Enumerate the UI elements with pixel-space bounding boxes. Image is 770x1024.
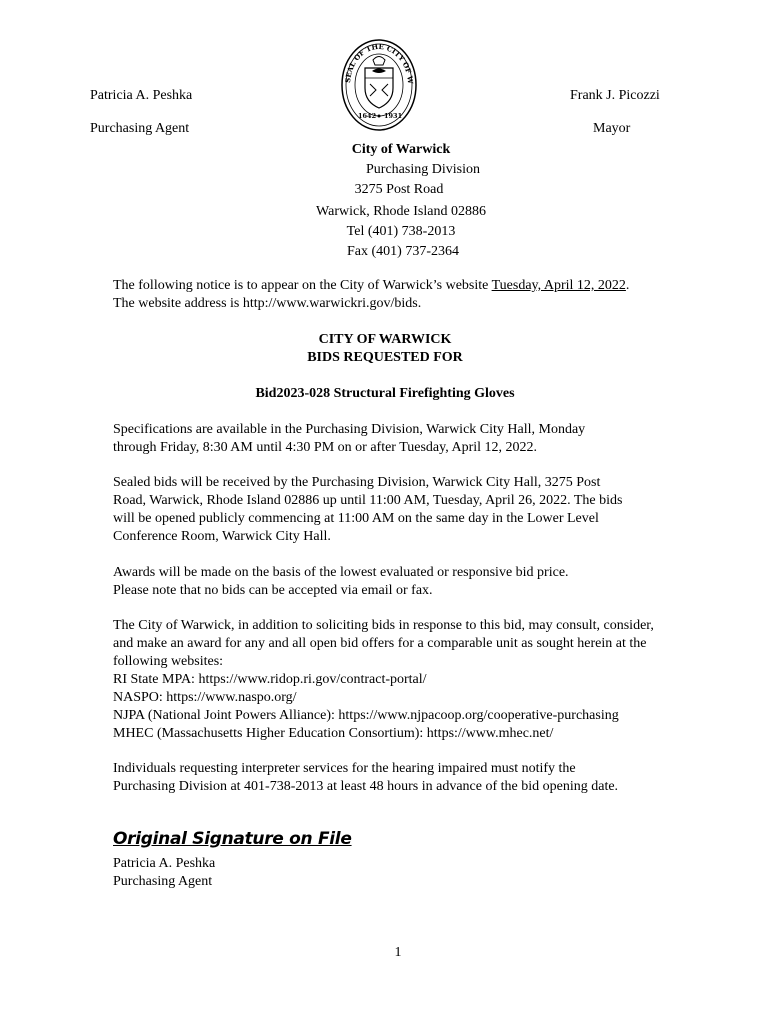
signature-script: Original Signature on File — [113, 829, 352, 849]
awards-line: Please note that no bids can be accepted via email or fax. — [113, 583, 433, 598]
svg-text:1642: 1642 — [358, 112, 377, 120]
signature-name: Patricia A. Peshka — [113, 856, 216, 871]
signature-title: Purchasing Agent — [113, 874, 213, 889]
heading-city: CITY OF WARWICK — [318, 332, 452, 347]
interpreter-line: Purchasing Division at 401-738-2013 at least 48 hours in advance of the bid opening date. — [113, 779, 619, 794]
sealed-line: will be opened publicly commencing at 11:00 AM on the same day in the Lower Level — [113, 511, 599, 526]
heading-bids: BIDS REQUESTED FOR — [307, 350, 463, 365]
consult-line: following websites: — [113, 654, 224, 669]
header-left-name: Patricia A. Peshka — [90, 88, 193, 103]
specs-line: Specifications are available in the Purchasing Division, Warwick City Hall, Monday — [113, 422, 586, 437]
specs-line: through Friday, 8:30 AM until 4:30 PM on or after Tuesday, April 12, 2022. — [113, 440, 538, 455]
bid-title: Bid2023-028 Structural Firefighting Gloves — [255, 386, 515, 401]
address-street: 3275 Post Road — [354, 182, 444, 197]
consult-line: MHEC (Massachusetts Higher Education Consortium): https://www.mhec.net/ — [113, 726, 554, 741]
interpreter-line: Individuals requesting interpreter services for the hearing impaired must notify the — [113, 761, 576, 776]
header-right-name: Frank J. Picozzi — [570, 88, 660, 103]
consult-line: NASPO: https://www.naspo.org/ — [113, 690, 297, 705]
page-number: 1 — [394, 945, 402, 960]
header-right-title: Mayor — [593, 121, 631, 136]
svg-text:1931: 1931 — [384, 112, 403, 120]
sealed-line: Road, Warwick, Rhode Island 02886 up until 11:00 AM, Tuesday, April 26, 2022. The bids — [113, 493, 623, 508]
address-org: City of Warwick — [351, 142, 451, 157]
address-tel: Tel (401) 738-2013 — [346, 224, 456, 239]
notice-line-1 — [113, 277, 713, 295]
notice-period: . — [625, 278, 630, 293]
header-left-title: Purchasing Agent — [90, 121, 190, 136]
notice-line-2: The website address is http://www.warwickri.gov/bids. — [113, 296, 422, 311]
address-division: Purchasing Division — [366, 162, 480, 177]
svg-text:SEAL OF THE CITY OF WARWICK R.: SEAL OF THE CITY OF W — [343, 41, 416, 84]
notice-text: The following notice is to appear on the City of Warwick’s website — [113, 278, 492, 293]
consult-line: NJPA (National Joint Powers Alliance): https://www.njpacoop.org/cooperative-purchasing — [113, 708, 619, 723]
awards-line: Awards will be made on the basis of the lowest evaluated or responsive bid price. — [113, 565, 569, 580]
sealed-line: Sealed bids will be received by the Purchasing Division, Warwick City Hall, 3275 Post — [113, 475, 601, 490]
city-seal-icon — [340, 38, 418, 132]
consult-line: and make an award for any and all open bid offers for a comparable unit as sought herein at the — [113, 636, 647, 651]
address-fax: Fax (401) 737-2364 — [347, 244, 459, 259]
notice-date: Tuesday, April 12, 2022 — [491, 278, 626, 293]
consult-line: RI State MPA: https://www.ridop.ri.gov/contract-portal/ — [113, 672, 427, 687]
consult-line: The City of Warwick, in addition to soliciting bids in response to this bid, may consult, consider, — [113, 618, 654, 633]
city-seal — [340, 38, 418, 132]
sealed-line: Conference Room, Warwick City Hall. — [113, 529, 331, 544]
address-city: Warwick, Rhode Island 02886 — [316, 204, 486, 219]
